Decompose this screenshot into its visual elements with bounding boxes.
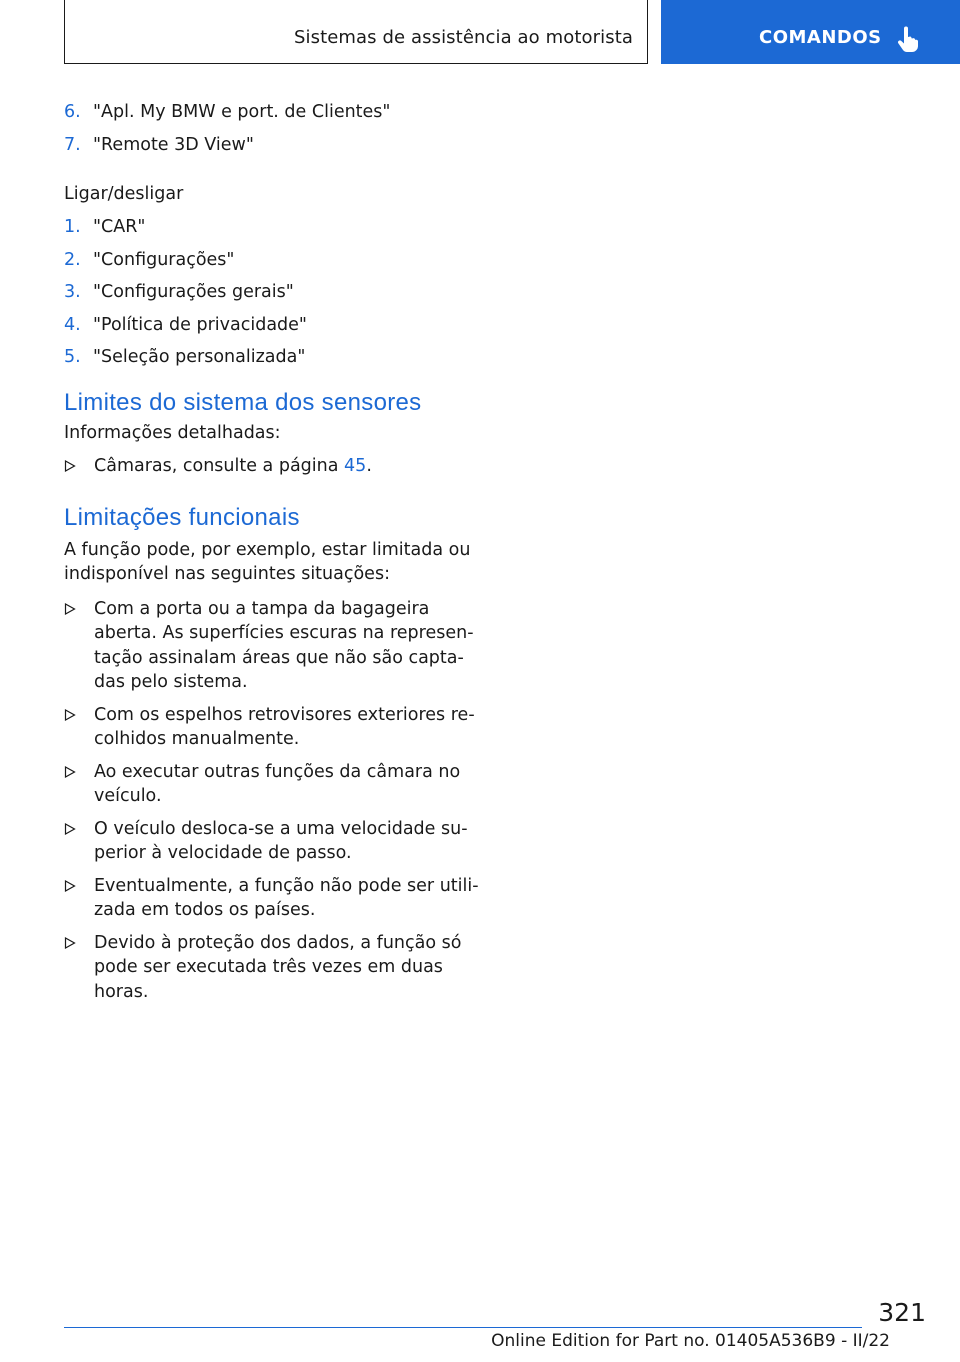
list-text: "Configurações" (93, 249, 235, 270)
list-text: "Seleção personalizada" (93, 347, 306, 367)
page-number: 321 (878, 1298, 926, 1327)
bullet-text: Ao executar outras funções da câmara no veículo. (94, 761, 461, 806)
triangle-bullet-icon (64, 460, 76, 472)
list-text: "Remote 3D View" (93, 134, 254, 155)
list-number: 7. (64, 134, 81, 155)
triangle-bullet-icon (64, 766, 76, 778)
list-text: "Apl. My BMW e port. de Clientes" (93, 102, 391, 122)
triangle-bullet-icon (64, 880, 76, 892)
triangle-bullet-icon (64, 709, 76, 721)
triangle-bullet-icon (64, 603, 76, 615)
bullet-text: Câmaras, consulte a página (94, 456, 339, 476)
list-number: 4. (64, 314, 81, 335)
sensor-limits-heading: Limites do sistema dos sensores (64, 388, 422, 416)
chapter-label: COMANDOS (759, 27, 882, 48)
list-text: "CAR" (93, 217, 146, 237)
page-content (64, 100, 480, 1004)
header-section-box (64, 0, 648, 64)
bullet-text: Devido à proteção dos dados, a função só pode ser executada três vezes em duas horas. (94, 932, 462, 1002)
list-number: 3. (64, 282, 81, 302)
list-number: 2. (64, 249, 81, 270)
page-link[interactable]: 45 (344, 456, 367, 476)
bullet-item (64, 454, 480, 479)
bullet-item (64, 874, 480, 923)
bullet-item (64, 703, 480, 752)
triangle-bullet-icon (64, 937, 76, 949)
func-limits-intro: A função pode, por exemplo, estar limitada ou indisponível nas seguintes situações: (64, 539, 471, 584)
list-text: "Configurações gerais" (93, 282, 294, 302)
footer-edition: Online Edition for Part no. 01405A536B9 - II/22 (491, 1331, 890, 1351)
bullet-item (64, 931, 480, 1005)
section-title: Sistemas de assistência ao motorista (293, 27, 633, 48)
list-item (64, 313, 480, 346)
bullet-text: Eventualmente, a função não pode ser utilizada em todos os países. (94, 875, 479, 920)
footer-divider (64, 1327, 862, 1328)
list-item (64, 345, 480, 378)
func-limits-heading: Limitações funcionais (64, 503, 300, 531)
sensor-limits-intro: Informações detalhadas: (64, 422, 281, 443)
list-number: 5. (64, 347, 81, 367)
list-item (64, 215, 480, 248)
onoff-heading: Ligar/desligar (64, 184, 184, 204)
bullet-end: . (366, 456, 372, 476)
list-item (64, 248, 480, 281)
bullet-item (64, 597, 480, 695)
bullet-text: Com a porta ou a tampa da bagageira aberta. As superfícies escuras na representação assinalam áreas que não são captadas pelo sistema. (94, 598, 474, 692)
list-item (64, 100, 480, 133)
list-item (64, 133, 480, 166)
bullet-text: O veículo desloca-se a uma velocidade superior à velocidade de passo. (94, 818, 468, 863)
list-item (64, 280, 480, 313)
triangle-bullet-icon (64, 823, 76, 835)
bullet-text: Com os espelhos retrovisores exteriores recolhidos manualmente. (94, 704, 475, 749)
bullet-item (64, 760, 480, 809)
pointing-hand-icon (896, 26, 920, 54)
bullet-item (64, 817, 480, 866)
list-number: 1. (64, 217, 81, 237)
list-number: 6. (64, 102, 81, 122)
list-text: "Política de privacidade" (93, 314, 307, 335)
chapter-tab (661, 0, 960, 64)
